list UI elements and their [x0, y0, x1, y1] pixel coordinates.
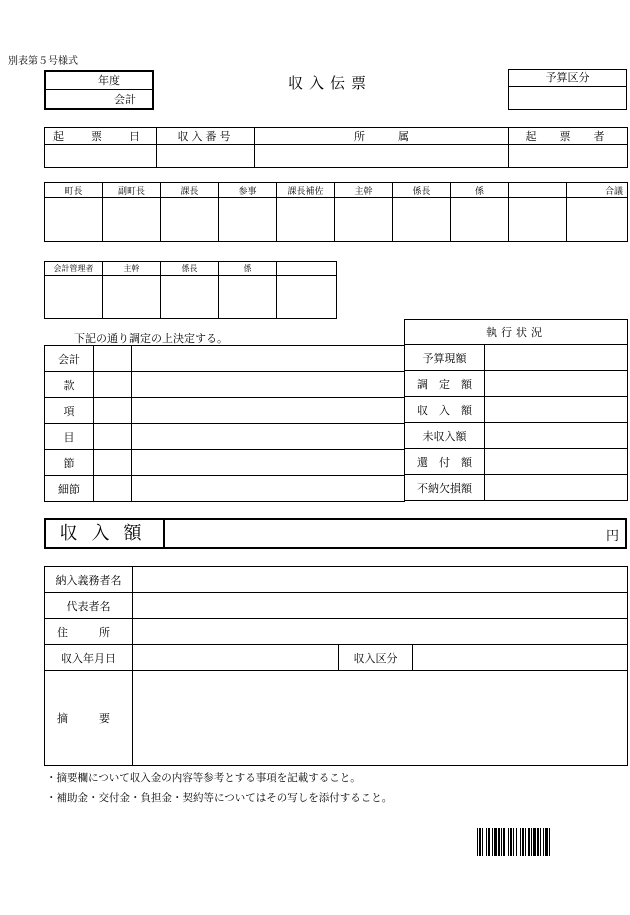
- col-issue-date: 起 票 日: [45, 128, 157, 145]
- year-label: 年度: [46, 72, 152, 90]
- budget-code-cell[interactable]: [94, 476, 132, 502]
- accounting-table: [44, 261, 337, 319]
- budget-name-cell[interactable]: [132, 346, 405, 372]
- representative-label: 代表者名: [45, 593, 133, 619]
- receipt-category-label: 収入区分: [339, 645, 413, 671]
- receipt-date-value[interactable]: [133, 645, 339, 671]
- yen-unit: 円: [605, 529, 619, 544]
- execution-value-cell[interactable]: [485, 475, 628, 501]
- budget-code-cell[interactable]: [94, 424, 132, 450]
- budget-row-label: 節: [45, 450, 94, 476]
- obligor-value[interactable]: [133, 567, 628, 593]
- execution-status-table: [404, 319, 628, 501]
- approval-stamp-cell[interactable]: [161, 198, 219, 242]
- revenue-amount-box: [44, 518, 627, 549]
- col-department: 所 属: [255, 128, 509, 145]
- acct-col-manager: 会計管理者: [45, 262, 103, 276]
- note-line: ・補助金・交付金・負担金・契約等についてはその写しを添付すること。: [46, 792, 393, 804]
- approval-stamp-cell[interactable]: [393, 198, 451, 242]
- approval-stamp-cell[interactable]: [451, 198, 509, 242]
- execution-value-cell[interactable]: [485, 345, 628, 371]
- budget-name-cell[interactable]: [132, 424, 405, 450]
- execution-row-label: 予算現額: [405, 345, 485, 371]
- acct-stamp-cell[interactable]: [277, 276, 337, 319]
- page-title: 収入伝票: [287, 74, 372, 92]
- memo-label: 摘 要: [45, 671, 133, 766]
- budget-name-cell[interactable]: [132, 398, 405, 424]
- acct-col-supervisor: 主幹: [103, 262, 161, 276]
- budget-code-cell[interactable]: [94, 372, 132, 398]
- execution-row-label: 収 入 額: [405, 397, 485, 423]
- address-label: 住 所: [45, 619, 133, 645]
- approval-stamp-cell[interactable]: [45, 198, 103, 242]
- receipt-category-value[interactable]: [413, 645, 628, 671]
- receipt-date-label: 収入年月日: [45, 645, 133, 671]
- execution-row-label: 調 定 額: [405, 371, 485, 397]
- budget-code-cell[interactable]: [94, 450, 132, 476]
- approval-stamp-cell[interactable]: [335, 198, 393, 242]
- acct-stamp-cell[interactable]: [103, 276, 161, 319]
- execution-value-cell[interactable]: [485, 371, 628, 397]
- budget-category-box: [508, 69, 627, 110]
- col-issuer: 起 票 者: [509, 128, 628, 145]
- approval-col-section-chief: 課長: [161, 183, 219, 198]
- execution-row-label: 還 付 額: [405, 449, 485, 475]
- acct-col-blank: [277, 262, 337, 276]
- col-receipt-number: 収入番号: [157, 128, 255, 145]
- representative-value[interactable]: [133, 593, 628, 619]
- approval-col-supervisor: 主幹: [335, 183, 393, 198]
- approval-col-mayor: 町長: [45, 183, 103, 198]
- execution-value-cell[interactable]: [485, 397, 628, 423]
- acct-col-unit-chief: 係長: [161, 262, 219, 276]
- approval-col-unit-chief: 係長: [393, 183, 451, 198]
- issue-date-cell[interactable]: [45, 145, 157, 168]
- execution-row-label: 不納欠損額: [405, 475, 485, 501]
- budget-row-label: 項: [45, 398, 94, 424]
- issuer-cell[interactable]: [509, 145, 628, 168]
- form-id: 別表第５号様式: [8, 56, 78, 67]
- approval-stamp-cell[interactable]: [219, 198, 277, 242]
- approval-col-deputy-mayor: 副町長: [103, 183, 161, 198]
- budget-row-label: 細節: [45, 476, 94, 502]
- approval-col-consultation: 合議: [567, 183, 628, 198]
- payer-table: [44, 566, 628, 766]
- acct-col-staff: 係: [219, 262, 277, 276]
- budget-code-cell[interactable]: [94, 398, 132, 424]
- receipt-number-cell[interactable]: [157, 145, 255, 168]
- execution-value-cell[interactable]: [485, 423, 628, 449]
- budget-code-cell[interactable]: [94, 346, 132, 372]
- header-table: [44, 127, 628, 168]
- memo-value[interactable]: [133, 671, 628, 766]
- budget-row-label: 款: [45, 372, 94, 398]
- note-line: ・摘要欄について収入金の内容等参考とする事項を記載すること。: [46, 772, 361, 784]
- budget-name-cell[interactable]: [132, 450, 405, 476]
- approval-stamp-cell[interactable]: [509, 198, 567, 242]
- approval-stamp-cell[interactable]: [277, 198, 335, 242]
- obligor-label: 納入義務者名: [45, 567, 133, 593]
- barcode-icon: [477, 828, 615, 856]
- approval-stamp-cell[interactable]: [567, 198, 628, 242]
- approval-table: [44, 182, 628, 242]
- approval-col-blank: [509, 183, 567, 198]
- address-value[interactable]: [133, 619, 628, 645]
- execution-status-title: 執行状況: [405, 320, 628, 345]
- approval-col-staff: 係: [451, 183, 509, 198]
- execution-value-cell[interactable]: [485, 449, 628, 475]
- acct-stamp-cell[interactable]: [161, 276, 219, 319]
- budget-name-cell[interactable]: [132, 372, 405, 398]
- decision-note: 下記の通り調定の上決定する。: [74, 332, 228, 345]
- approval-stamp-cell[interactable]: [103, 198, 161, 242]
- approval-col-counselor: 参事: [219, 183, 277, 198]
- acct-stamp-cell[interactable]: [219, 276, 277, 319]
- year-account-box: [44, 70, 154, 110]
- execution-row-label: 未収入額: [405, 423, 485, 449]
- acct-stamp-cell[interactable]: [45, 276, 103, 319]
- approval-col-assistant-chief: 課長補佐: [277, 183, 335, 198]
- budget-row-label: 目: [45, 424, 94, 450]
- account-label: 会計: [114, 93, 136, 106]
- budget-classification-table: [44, 345, 405, 502]
- budget-name-cell[interactable]: [132, 476, 405, 502]
- department-cell[interactable]: [255, 145, 509, 168]
- budget-category-label: 予算区分: [509, 70, 626, 87]
- budget-row-label: 会計: [45, 346, 94, 372]
- revenue-amount-label: 収入額: [46, 520, 165, 547]
